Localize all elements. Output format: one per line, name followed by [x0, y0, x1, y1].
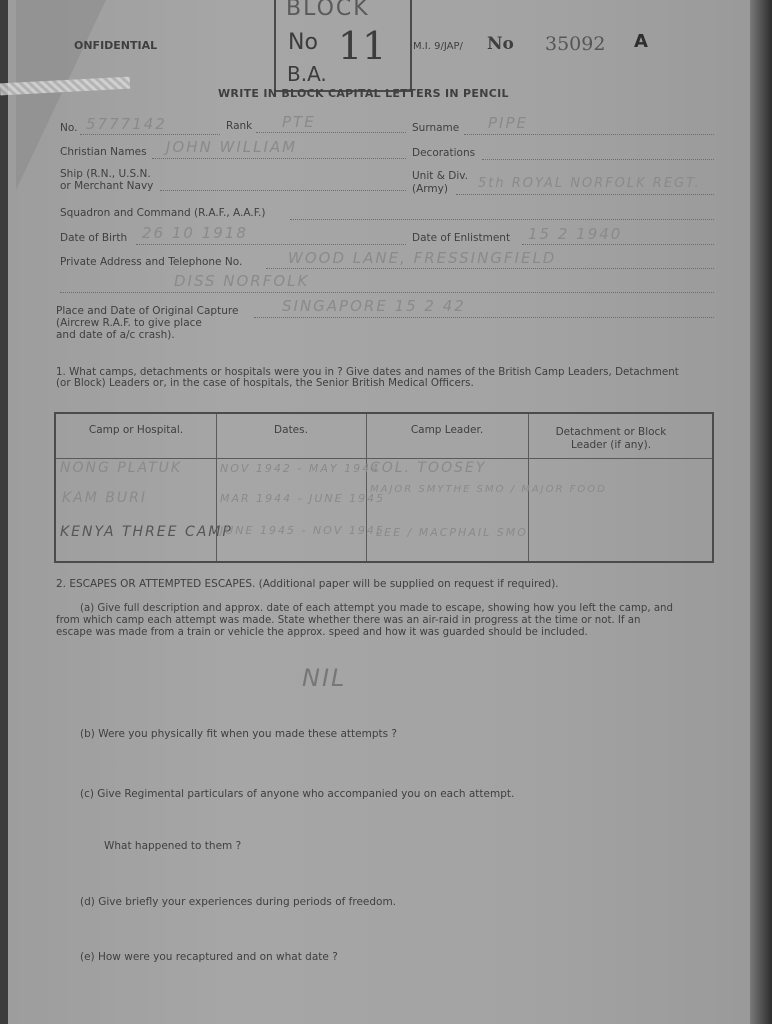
- page-stack-edge: [750, 0, 772, 1024]
- table-cell: NOV 1942 - MAY 1944: [220, 462, 381, 475]
- q2-c-followup: What happened to them ?: [104, 840, 242, 852]
- table-cell: KENYA THREE CAMP: [60, 524, 233, 540]
- capture-label: Place and Date of Original Capture (Aircrew R.A.F. to give place and date of a/c crash).: [56, 305, 239, 341]
- q2-a-line-2: from which camp each attempt was made. State whether there was an air-raid in progress at the time or not. If an: [56, 615, 641, 626]
- no-label: No.: [60, 122, 78, 134]
- table-header-rule: [56, 458, 712, 459]
- enlistment-label: Date of Enlistment: [412, 232, 511, 244]
- q2-e: (e) How were you recaptured and on what date ?: [80, 951, 338, 963]
- stamp-ba-text: B.A.: [287, 62, 327, 86]
- rank-label: Rank: [226, 120, 253, 132]
- table-cell: MAR 1944 - JUNE 1945: [220, 492, 386, 505]
- enlistment-line: [522, 244, 714, 245]
- decorations-label: Decorations: [412, 147, 476, 159]
- camps-table: [54, 412, 714, 563]
- table-cell: LEE / MACPHAIL SMO: [376, 526, 528, 539]
- christian-names-label: Christian Names: [60, 146, 147, 158]
- decorations-line: [482, 159, 714, 160]
- dob-label: Date of Birth: [60, 232, 128, 244]
- table-cell: MAJOR SMYTHE SMO / MAJOR FOOD: [370, 484, 607, 495]
- form-number: 35092: [545, 33, 606, 55]
- christian-names-value: JOHN WILLIAM: [166, 138, 298, 156]
- q2-a-line-1: (a) Give full description and approx. date of each attempt you made to escape, showing how you left the camp, and: [80, 603, 673, 614]
- address-value-1: WOOD LANE, FRESSINGFIELD: [288, 249, 557, 267]
- address-value-2: DISS NORFOLK: [174, 272, 310, 290]
- stamp-no-text: No: [288, 30, 318, 55]
- mi9-reference: M.I. 9/JAP/: [413, 41, 463, 52]
- confidential-label: ONFIDENTIAL: [74, 39, 158, 52]
- christian-names-line: [152, 158, 406, 159]
- surname-line: [464, 134, 714, 135]
- table-cell: COL. TOOSEY: [370, 460, 487, 476]
- surname-label: Surname: [412, 122, 460, 134]
- ship-line: [160, 190, 406, 191]
- unit-line: [456, 194, 714, 195]
- table-header-leader: Camp Leader.: [410, 424, 484, 436]
- q2-c: (c) Give Regimental particulars of anyone who accompanied you on each attempt.: [80, 788, 515, 800]
- binder-edge: [0, 0, 8, 1024]
- q2-a-line-3: escape was made from a train or vehicle the approx. speed and how it was guarded should be included.: [56, 627, 588, 638]
- rank-line: [256, 132, 406, 133]
- address-line-2: [60, 292, 714, 293]
- capture-value: SINGAPORE 15 2 42: [282, 297, 466, 315]
- folded-corner: [16, 0, 106, 190]
- unit-label: Unit & Div. (Army): [412, 170, 468, 195]
- escape-answer: NIL: [302, 664, 347, 692]
- instruction-heading: WRITE IN BLOCK CAPITAL LETTERS IN PENCIL: [218, 87, 509, 100]
- table-header-dates: Dates.: [274, 424, 308, 436]
- address-label: Private Address and Telephone No.: [60, 256, 243, 268]
- table-cell: NONG PLATUK: [60, 460, 183, 476]
- stamp-block-text: BLOCK: [286, 0, 370, 21]
- form-suffix: A: [634, 31, 648, 52]
- squadron-label: Squadron and Command (R.A.F., A.A.F.): [60, 207, 266, 219]
- rank-value: PTE: [282, 113, 316, 131]
- service-number-value: 5777142: [86, 115, 167, 133]
- table-cell: KAM BURI: [62, 490, 147, 506]
- unit-value: 5th ROYAL NORFOLK REGT.: [478, 176, 701, 191]
- q1-line-2: (or Block) Leaders or, in the case of hospitals, the Senior British Medical Officers.: [56, 377, 474, 389]
- q2-title: 2. ESCAPES OR ATTEMPTED ESCAPES. (Additional paper will be supplied on request if required).: [56, 578, 559, 590]
- table-cell: JUNE 1945 - NOV 1945: [220, 524, 385, 537]
- address-line-1: [266, 268, 714, 269]
- enlistment-value: 15 2 1940: [528, 225, 623, 243]
- surname-value: PIPE: [488, 114, 528, 132]
- capture-line: [254, 317, 714, 318]
- q2-d: (d) Give briefly your experiences during periods of freedom.: [80, 896, 397, 908]
- dob-line: [136, 244, 406, 245]
- stamp-block-number: 11: [338, 24, 387, 68]
- ship-label: Ship (R.N., U.S.N. or Merchant Navy: [60, 168, 154, 192]
- dob-value: 26 10 1918: [142, 224, 248, 242]
- q1-line-1: 1. What camps, detachments or hospitals were you in ? Give dates and names of the British Camp Leaders, Detachment: [56, 366, 679, 378]
- number-label: No: [487, 34, 514, 54]
- table-header-camp: Camp or Hospital.: [88, 424, 184, 436]
- table-header-detachment: Detachment or Block Leader (if any).: [555, 426, 667, 451]
- q2-b: (b) Were you physically fit when you made these attempts ?: [80, 728, 397, 740]
- no-line: [80, 134, 220, 135]
- squadron-line: [290, 219, 714, 220]
